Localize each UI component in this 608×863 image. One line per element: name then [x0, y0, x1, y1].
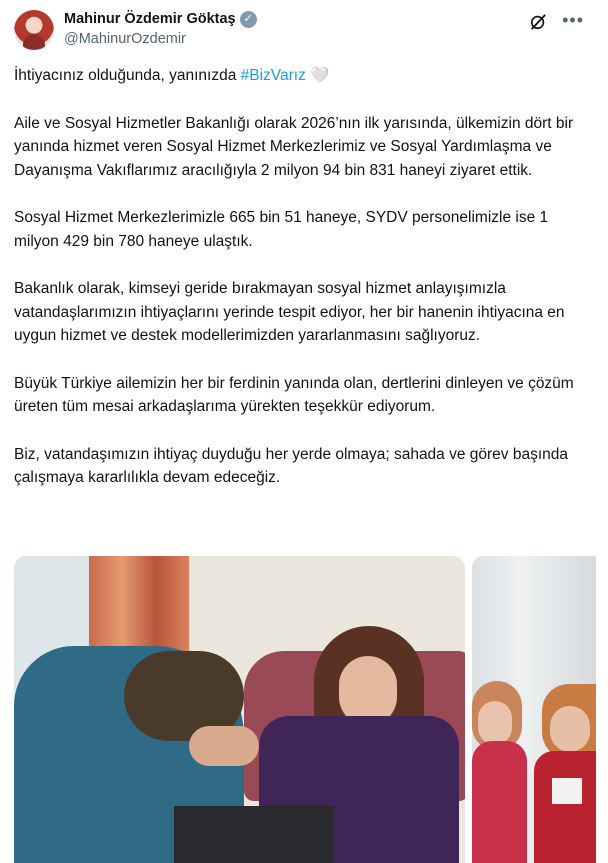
tweet-paragraph-4: Bakanlık olarak, kimseyi geride bırakmayan sosyal hizmet anlayışımızla vatandaşlarımızın ihtiyaçlarını yerinde tespit ediyor, her bir hanenin ihtiyacına en uygun hizmet ve destek modellerimizden yararlanmasını sağlıyoruz. [14, 280, 565, 344]
more-options-icon[interactable]: ••• [562, 10, 584, 30]
grok-icon[interactable] [528, 12, 548, 32]
tweet-text [14, 64, 594, 514]
verified-badge-icon: ✓ [240, 11, 257, 28]
tweet-media [14, 556, 596, 863]
author-display-name[interactable] [64, 10, 257, 29]
tweet-paragraph-2: Aile ve Sosyal Hizmetler Bakanlığı olarak 2026’nın ilk yarısında, ülkemizin dört bir yanında hizmet veren Sosyal Hizmet Merkezlerimiz ve Sosyal Yardımlaşma ve Dayanışma Vakıflarımız aracılığıyla 2 milyon 94 bin 831 haneyi ziyaret ettik. [14, 114, 574, 179]
tweet-paragraph-1 [14, 64, 594, 88]
tweet-paragraph-5: Büyük Türkiye ailemizin her bir ferdinin yanında olan, dertlerini dinleyen ve çözüm üreten tüm mesai arkadaşlarıma yürekten teşekkür ediyorum. [14, 374, 574, 415]
avatar[interactable] [14, 10, 54, 50]
author-info[interactable] [64, 10, 257, 49]
tweet-paragraph-6: Biz, vatandaşımızın ihtiyaç duyduğu her yerde olmaya; sahada ve görev başında çalışmaya kararlılıkla devam edeceğiz. [14, 445, 569, 486]
tweet-paragraph-3: Sosyal Hizmet Merkezlerimizle 665 bin 51 haneye, SYDV personelimizle ise 1 milyon 429 bin 780 haneye ulaştık. [14, 209, 549, 250]
tweet-line1-text: İhtiyacınız olduğunda, yanınızda [14, 67, 241, 84]
tweet-photo-1[interactable] [14, 556, 465, 863]
hashtag-link[interactable]: #BizVarız [240, 67, 306, 84]
tweet-photo-2[interactable] [472, 556, 596, 863]
white-heart-icon: 🤍 [310, 67, 330, 84]
tweet-header [14, 8, 594, 52]
author-display-name-text[interactable]: Mahinur Özdemir Göktaş [64, 11, 236, 27]
author-handle[interactable]: @MahinurOzdemir [64, 31, 186, 47]
